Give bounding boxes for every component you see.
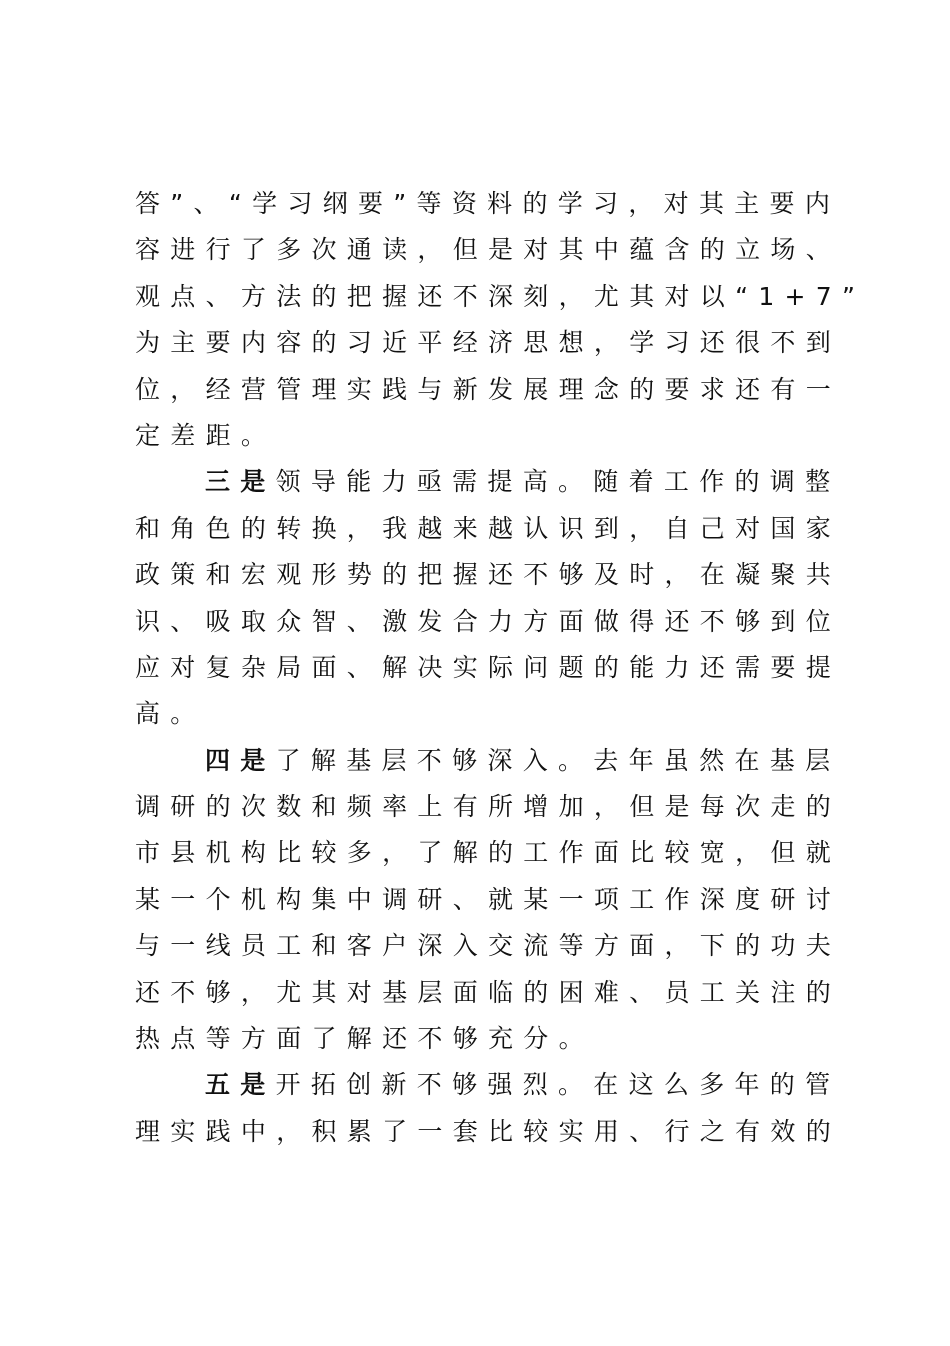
paragraph-text: 开拓创新不够强烈。在这么多年的管 <box>275 1070 841 1100</box>
paragraph-text: 了解基层不够深入。去年虽然在基层 <box>275 745 841 775</box>
text-line: 为主要内容的习近平经济思想，学习还很不到 <box>135 328 842 358</box>
text-line: 定差距。 <box>135 420 277 450</box>
text-line: 与一线员工和客户深入交流等方面，下的功夫 <box>135 931 842 961</box>
text-line: 政策和宏观形势的把握还不够及时，在凝聚共 <box>135 560 842 590</box>
paragraph-lead-5: 五是 <box>205 1070 276 1100</box>
paragraph-text: 领导能力亟需提高。随着工作的调整 <box>275 467 841 497</box>
paragraph-3-first-line <box>135 459 841 505</box>
paragraph-5-first-line <box>135 1062 841 1108</box>
text-line: 某一个机构集中调研、就某一项工作深度研讨 <box>135 884 842 914</box>
text-line: 识、吸取众智、激发合力方面做得还不够到位 <box>135 606 842 636</box>
text-line: 高。 <box>135 699 206 729</box>
text-line: 市县机构比较多，了解的工作面比较宽，但就 <box>135 838 842 868</box>
text-line: 理实践中，积累了一套比较实用、行之有效的 <box>135 1116 842 1146</box>
paragraph-lead-4: 四是 <box>205 745 276 775</box>
text-line: 位，经营管理实践与新发展理念的要求还有一 <box>135 374 842 404</box>
paragraph-lead-3: 三是 <box>205 467 276 497</box>
text-line: 应对复杂局面、解决实际问题的能力还需要提 <box>135 652 842 682</box>
text-line: 还不够，尤其对基层面临的困难、员工关注的 <box>135 977 842 1007</box>
paragraph-4-first-line <box>135 738 841 784</box>
text-line: 容进行了多次通读，但是对其中蕴含的立场、 <box>135 235 842 265</box>
body-text <box>135 181 866 1155</box>
text-line: 调研的次数和频率上有所增加，但是每次走的 <box>135 792 842 822</box>
text-line: 热点等方面了解还不够充分。 <box>135 1024 594 1054</box>
text-line: 观点、方法的把握还不深刻，尤其对以“1+7” <box>135 281 866 311</box>
text-line: 答”、“学习纲要”等资料的学习，对其主要内 <box>135 189 841 218</box>
text-line: 和角色的转换，我越来越认识到，自己对国家 <box>135 513 842 543</box>
